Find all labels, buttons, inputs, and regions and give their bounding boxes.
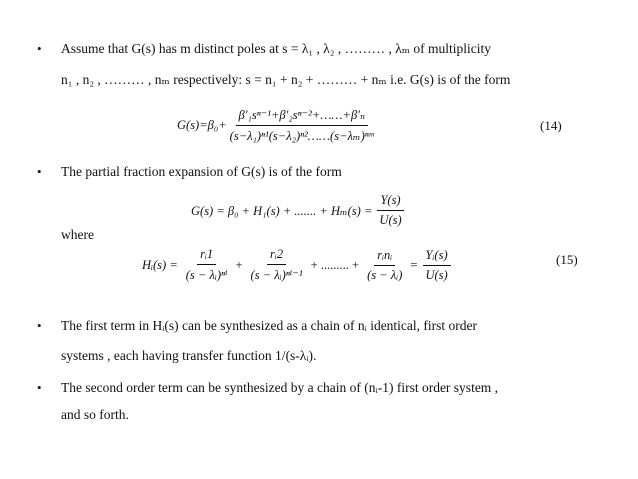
equation-15-term-1-denominator: (s − λᵢ)ⁿⁱ <box>185 268 228 282</box>
equation-14-denominator: (s−λ₁)ⁿ¹(s−λ₂)ⁿ²……(s−λₘ)ⁿᵐ <box>229 129 374 143</box>
equation-15-term-4-denominator: U(s) <box>425 267 448 282</box>
bullet-4-line-1: The second order term can be synthesized by a chain of (nᵢ-1) first order system , <box>61 380 499 395</box>
equation-15 <box>142 247 451 283</box>
equation-15-lhs: Hᵢ(s) = <box>142 257 178 272</box>
bullet-point-3: • <box>37 318 42 333</box>
equation-15-term-1-numerator: rᵢ1 <box>197 247 216 265</box>
equation-15-term-2-denominator: (s − λᵢ)ⁿⁱ⁻¹ <box>250 268 303 282</box>
equation-14-lhs: G(s)=β₀+ <box>177 118 227 132</box>
equation-g-denominator: U(s) <box>379 213 402 227</box>
equation-15-ellipsis: + ......... + <box>310 257 360 272</box>
bullet-3-line-1: The first term in Hᵢ(s) can be synthesized as a chain of nᵢ identical, first order <box>61 318 478 333</box>
equation-15-plus: + <box>235 257 243 272</box>
equation-14-number: (14) <box>540 118 562 133</box>
equation-15-term-4-numerator: Yᵢ(s) <box>423 248 451 266</box>
equation-15-term-3-numerator: rᵢnᵢ <box>374 248 395 266</box>
bullet-2-line-1: The partial fraction expansion of G(s) is of the form <box>61 164 342 179</box>
equation-15-term-2-numerator: rᵢ2 <box>267 247 286 265</box>
equation-15-term-2 <box>248 247 306 283</box>
bullet-point-1: • <box>37 41 42 56</box>
equation-g-lhs: G(s) = β₀ + H₁(s) + ....... + Hₘ(s) = <box>191 203 373 218</box>
equation-15-term-4 <box>422 248 450 283</box>
equation-15-term-1 <box>183 247 231 283</box>
equation-15-equals: = <box>410 257 418 272</box>
bullet-3-line-2: systems , each having transfer function 1/(s-λᵢ). <box>61 348 317 363</box>
equation-g-fraction <box>376 193 404 228</box>
bullet-point-2: • <box>37 164 42 179</box>
equation-14-numerator: β′₁sⁿ⁻¹+β′₂sⁿ⁻²+……+β′ₙ <box>236 107 368 126</box>
bullet-1-line-1: Assume that G(s) has m distinct poles at s = λ₁ , λ₂ , ……… , λₘ of multiplicity <box>61 41 492 56</box>
bullet-1-line-2: n₁ , n₂ , ……… , nₘ respectively: s = n₁ + n₂ + ……… + nₘ i.e. G(s) is of the form <box>61 72 511 87</box>
equation-14-fraction <box>227 107 377 144</box>
bullet-4-line-2: and so forth. <box>61 407 129 422</box>
equation-15-term-3-denominator: (s − λᵢ) <box>367 267 403 282</box>
equation-15-term-3 <box>364 248 405 283</box>
equation-15-number: (15) <box>556 252 578 267</box>
bullet-point-4: • <box>37 380 42 395</box>
equation-g-numerator: Y(s) <box>377 193 403 211</box>
equation-g-expansion <box>191 193 405 228</box>
equation-14 <box>177 107 377 144</box>
where-label: where <box>61 227 94 242</box>
